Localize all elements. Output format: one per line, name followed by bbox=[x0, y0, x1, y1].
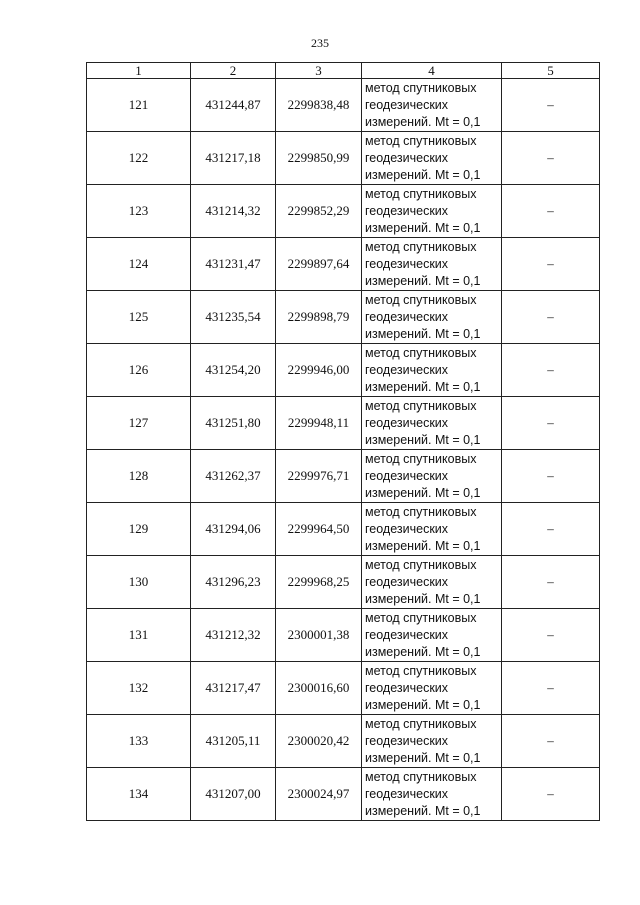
note-cell: – bbox=[502, 715, 600, 768]
note-cell: – bbox=[502, 768, 600, 821]
table-header-row bbox=[87, 63, 600, 79]
x-coordinate-cell: 431262,37 bbox=[191, 450, 276, 503]
method-line: геодезических bbox=[365, 680, 449, 695]
method-line: измерений. Mt = 0,1 bbox=[365, 220, 481, 235]
note-cell: – bbox=[502, 132, 600, 185]
method-line: метод спутниковых bbox=[365, 504, 477, 519]
method-cell bbox=[362, 397, 502, 450]
note-cell: – bbox=[502, 662, 600, 715]
method-line: измерений. Mt = 0,1 bbox=[365, 591, 481, 606]
table-row bbox=[87, 503, 600, 556]
method-line: метод спутниковых bbox=[365, 345, 477, 360]
table-row bbox=[87, 291, 600, 344]
column-header-4: 4 bbox=[362, 63, 502, 79]
method-line: метод спутниковых bbox=[365, 769, 477, 784]
method-cell bbox=[362, 715, 502, 768]
method-line: метод спутниковых bbox=[365, 133, 477, 148]
y-coordinate-cell: 2299976,71 bbox=[276, 450, 362, 503]
table-row bbox=[87, 662, 600, 715]
method-cell bbox=[362, 609, 502, 662]
y-coordinate-cell: 2299898,79 bbox=[276, 291, 362, 344]
method-line: измерений. Mt = 0,1 bbox=[365, 114, 481, 129]
method-cell bbox=[362, 79, 502, 132]
point-number-cell: 122 bbox=[87, 132, 191, 185]
y-coordinate-cell: 2299968,25 bbox=[276, 556, 362, 609]
point-number-cell: 121 bbox=[87, 79, 191, 132]
method-line: метод спутниковых bbox=[365, 716, 477, 731]
method-line: геодезических bbox=[365, 97, 449, 112]
method-line: метод спутниковых bbox=[365, 398, 477, 413]
y-coordinate-cell: 2300020,42 bbox=[276, 715, 362, 768]
method-cell bbox=[362, 291, 502, 344]
column-header-1: 1 bbox=[87, 63, 191, 79]
x-coordinate-cell: 431294,06 bbox=[191, 503, 276, 556]
method-line: геодезических bbox=[365, 733, 449, 748]
method-line: геодезических bbox=[365, 150, 449, 165]
point-number-cell: 123 bbox=[87, 185, 191, 238]
method-cell bbox=[362, 185, 502, 238]
x-coordinate-cell: 431205,11 bbox=[191, 715, 276, 768]
y-coordinate-cell: 2299838,48 bbox=[276, 79, 362, 132]
note-cell: – bbox=[502, 291, 600, 344]
method-cell bbox=[362, 662, 502, 715]
method-line: геодезических bbox=[365, 786, 449, 801]
y-coordinate-cell: 2300001,38 bbox=[276, 609, 362, 662]
method-line: измерений. Mt = 0,1 bbox=[365, 803, 481, 818]
method-cell bbox=[362, 238, 502, 291]
table-row bbox=[87, 609, 600, 662]
point-number-cell: 129 bbox=[87, 503, 191, 556]
y-coordinate-cell: 2300016,60 bbox=[276, 662, 362, 715]
method-line: геодезических bbox=[365, 574, 449, 589]
note-cell: – bbox=[502, 397, 600, 450]
point-number-cell: 133 bbox=[87, 715, 191, 768]
method-cell bbox=[362, 503, 502, 556]
note-cell: – bbox=[502, 556, 600, 609]
method-cell bbox=[362, 768, 502, 821]
note-cell: – bbox=[502, 79, 600, 132]
method-line: метод спутниковых bbox=[365, 239, 477, 254]
method-line: измерений. Mt = 0,1 bbox=[365, 379, 481, 394]
y-coordinate-cell: 2300024,97 bbox=[276, 768, 362, 821]
x-coordinate-cell: 431207,00 bbox=[191, 768, 276, 821]
table-row bbox=[87, 344, 600, 397]
method-line: метод спутниковых bbox=[365, 292, 477, 307]
column-header-5: 5 bbox=[502, 63, 600, 79]
y-coordinate-cell: 2299948,11 bbox=[276, 397, 362, 450]
note-cell: – bbox=[502, 238, 600, 291]
table-row bbox=[87, 79, 600, 132]
table-row bbox=[87, 238, 600, 291]
method-line: метод спутниковых bbox=[365, 610, 477, 625]
point-number-cell: 128 bbox=[87, 450, 191, 503]
point-number-cell: 127 bbox=[87, 397, 191, 450]
method-line: геодезических bbox=[365, 362, 449, 377]
method-cell bbox=[362, 450, 502, 503]
method-line: измерений. Mt = 0,1 bbox=[365, 432, 481, 447]
table-row bbox=[87, 768, 600, 821]
note-cell: – bbox=[502, 344, 600, 397]
method-line: геодезических bbox=[365, 203, 449, 218]
note-cell: – bbox=[502, 609, 600, 662]
x-coordinate-cell: 431235,54 bbox=[191, 291, 276, 344]
y-coordinate-cell: 2299850,99 bbox=[276, 132, 362, 185]
method-line: геодезических bbox=[365, 309, 449, 324]
table-row bbox=[87, 132, 600, 185]
method-cell bbox=[362, 132, 502, 185]
point-number-cell: 132 bbox=[87, 662, 191, 715]
table-row bbox=[87, 397, 600, 450]
method-line: метод спутниковых bbox=[365, 80, 477, 95]
point-number-cell: 125 bbox=[87, 291, 191, 344]
x-coordinate-cell: 431217,18 bbox=[191, 132, 276, 185]
y-coordinate-cell: 2299964,50 bbox=[276, 503, 362, 556]
note-cell: – bbox=[502, 185, 600, 238]
point-number-cell: 124 bbox=[87, 238, 191, 291]
point-number-cell: 130 bbox=[87, 556, 191, 609]
y-coordinate-cell: 2299946,00 bbox=[276, 344, 362, 397]
point-number-cell: 134 bbox=[87, 768, 191, 821]
method-line: геодезических bbox=[365, 468, 449, 483]
table-row bbox=[87, 556, 600, 609]
method-line: метод спутниковых bbox=[365, 451, 477, 466]
method-line: измерений. Mt = 0,1 bbox=[365, 750, 481, 765]
x-coordinate-cell: 431254,20 bbox=[191, 344, 276, 397]
method-line: геодезических bbox=[365, 415, 449, 430]
point-number-cell: 131 bbox=[87, 609, 191, 662]
y-coordinate-cell: 2299852,29 bbox=[276, 185, 362, 238]
coordinates-table bbox=[86, 62, 600, 821]
method-cell bbox=[362, 556, 502, 609]
method-line: измерений. Mt = 0,1 bbox=[365, 644, 481, 659]
method-line: измерений. Mt = 0,1 bbox=[365, 273, 481, 288]
x-coordinate-cell: 431244,87 bbox=[191, 79, 276, 132]
method-line: геодезических bbox=[365, 521, 449, 536]
method-line: метод спутниковых bbox=[365, 663, 477, 678]
table-body bbox=[87, 79, 600, 821]
note-cell: – bbox=[502, 503, 600, 556]
method-line: метод спутниковых bbox=[365, 557, 477, 572]
method-line: измерений. Mt = 0,1 bbox=[365, 326, 481, 341]
method-line: измерений. Mt = 0,1 bbox=[365, 538, 481, 553]
x-coordinate-cell: 431296,23 bbox=[191, 556, 276, 609]
table-row bbox=[87, 450, 600, 503]
method-line: геодезических bbox=[365, 627, 449, 642]
table-row bbox=[87, 185, 600, 238]
x-coordinate-cell: 431214,32 bbox=[191, 185, 276, 238]
note-cell: – bbox=[502, 450, 600, 503]
method-line: измерений. Mt = 0,1 bbox=[365, 167, 481, 182]
x-coordinate-cell: 431217,47 bbox=[191, 662, 276, 715]
page-number: 235 bbox=[311, 36, 329, 50]
x-coordinate-cell: 431251,80 bbox=[191, 397, 276, 450]
point-number-cell: 126 bbox=[87, 344, 191, 397]
x-coordinate-cell: 431231,47 bbox=[191, 238, 276, 291]
method-line: геодезических bbox=[365, 256, 449, 271]
method-cell bbox=[362, 344, 502, 397]
method-line: измерений. Mt = 0,1 bbox=[365, 697, 481, 712]
column-header-2: 2 bbox=[191, 63, 276, 79]
method-line: измерений. Mt = 0,1 bbox=[365, 485, 481, 500]
column-header-3: 3 bbox=[276, 63, 362, 79]
y-coordinate-cell: 2299897,64 bbox=[276, 238, 362, 291]
x-coordinate-cell: 431212,32 bbox=[191, 609, 276, 662]
method-line: метод спутниковых bbox=[365, 186, 477, 201]
table-row bbox=[87, 715, 600, 768]
